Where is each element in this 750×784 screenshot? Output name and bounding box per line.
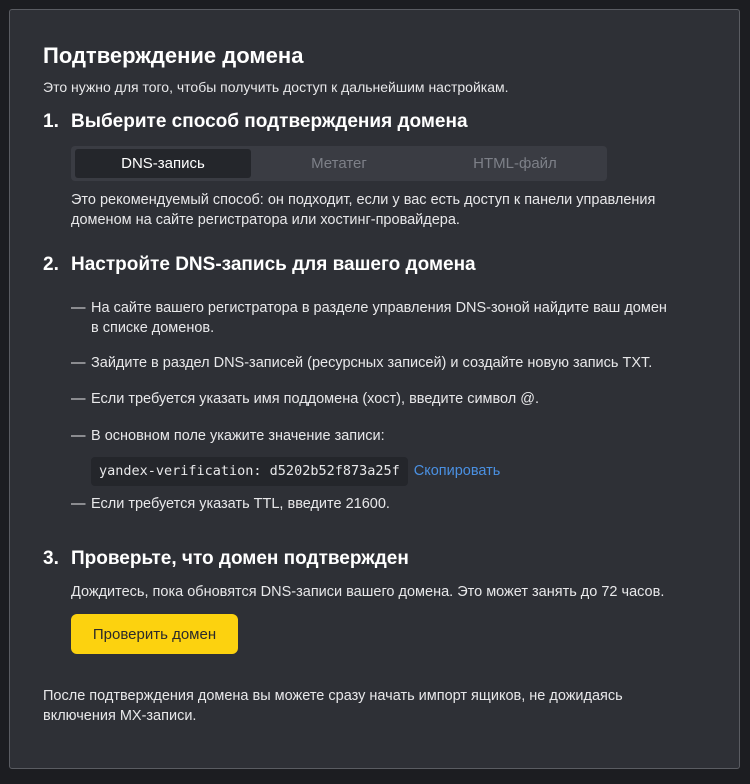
dash-marker: — [71,496,86,512]
domain-verification-card [9,9,740,769]
copy-button[interactable]: Скопировать [413,463,501,479]
step2-number: 2. [43,254,59,275]
instruction-text: Если требуется указать TTL, введите 21600. [91,496,390,512]
page-subtitle: Это нужно для того, чтобы получить доступ к дальнейшим настройкам. [43,79,509,95]
instruction-text: Если требуется указать имя поддомена (хост), введите символ @. [91,391,540,407]
step3-title: Проверьте, что домен подтвержден [71,548,409,569]
verification-method-tabs [71,146,607,181]
tab-dns-record[interactable]: DNS-запись [75,149,251,178]
footer-note [43,686,623,726]
footer-note-line1: После подтверждения домена вы можете сразу начать импорт ящиков, не дожидаясь [43,688,623,704]
tab-html-file[interactable]: HTML-файл [473,155,557,172]
verify-domain-button[interactable]: Проверить домен [71,614,238,654]
page-title: Подтверждение домена [43,43,304,68]
instruction-text: в списке доменов. [91,320,215,336]
instruction-text: Зайдите в раздел DNS-записей (ресурсных записей) и создайте новую запись TXT. [91,355,653,371]
dash-marker: — [71,300,86,316]
step1-title: Выберите способ подтверждения домена [71,111,468,132]
dash-marker: — [71,355,86,371]
step3-heading [43,548,409,570]
step1-number: 1. [43,111,59,132]
step2-heading [43,254,476,276]
footer-note-line2: включения MX-записи. [43,708,197,724]
method-description-line1: Это рекомендуемый способ: он подходит, если у вас есть доступ к панели управления [71,192,656,208]
instruction-text: В основном поле укажите значение записи: [91,428,385,444]
step1-heading [43,111,468,133]
method-description [71,190,655,230]
step2-title: Настройте DNS-запись для вашего домена [71,254,476,275]
record-value-row [91,457,500,486]
instruction-text: На сайте вашего регистратора в разделе управления DNS-зоной найдите ваш домен [91,300,667,316]
tab-metatag[interactable]: Метатег [311,155,367,172]
dash-marker: — [71,391,86,407]
record-value-code[interactable]: yandex-verification: d5202b52f873a25f [91,457,408,486]
step3-description: Дождитесь, пока обновятся DNS-записи вашего домена. Это может занять до 72 часов. [71,584,665,600]
dash-marker: — [71,428,86,444]
step3-number: 3. [43,548,59,569]
method-description-line2: доменом на сайте регистратора или хостинг-провайдера. [71,212,460,228]
